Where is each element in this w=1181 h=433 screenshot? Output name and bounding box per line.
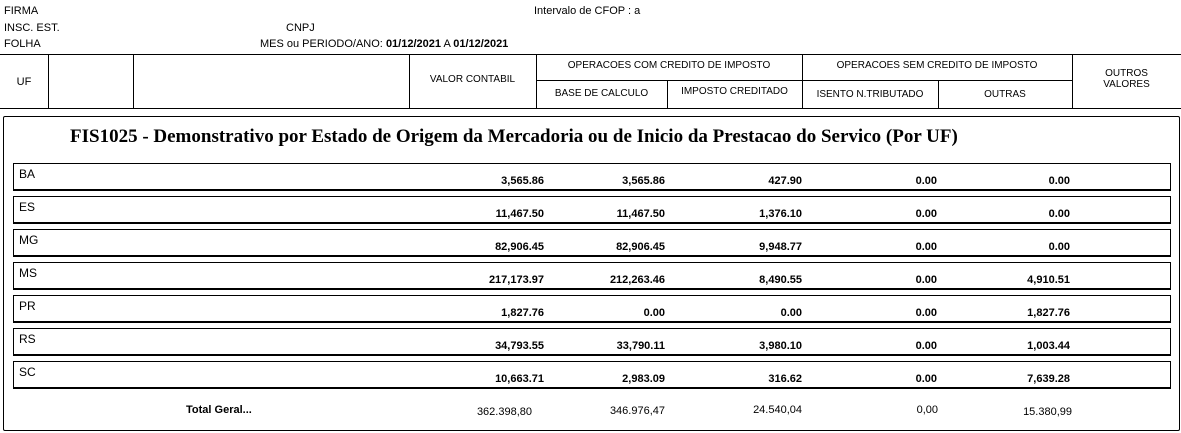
row-isento: 0.00 [915, 340, 937, 352]
col-outras: OUTRAS [984, 89, 1026, 100]
col-base-calculo: BASE DE CALCULO [554, 88, 649, 99]
total-imposto-creditado: 24.540,04 [753, 404, 802, 416]
col-outros-valores [1072, 68, 1181, 90]
row-base-calculo: 2,983.09 [622, 373, 665, 385]
table-row [13, 163, 1171, 191]
insc-est-label: INSC. EST. [4, 22, 60, 34]
row-isento: 0.00 [915, 373, 937, 385]
total-label: Total Geral... [186, 404, 252, 416]
row-valor-contabil: 82,906.45 [495, 241, 544, 253]
row-valor-contabil: 1,827.76 [501, 307, 544, 319]
row-imposto-creditado: 8,490.55 [759, 274, 802, 286]
row-base-calculo: 82,906.45 [616, 241, 665, 253]
row-outras: 1,003.44 [1027, 340, 1070, 352]
table-row [13, 328, 1171, 356]
col-outros-valores-line1: OUTROS [1105, 68, 1148, 79]
folha-label: FOLHA [4, 38, 41, 50]
periodo-line [260, 38, 508, 50]
row-uf: RS [19, 332, 36, 346]
periodo-from: 01/12/2021 [385, 38, 441, 50]
row-isento: 0.00 [915, 274, 937, 286]
row-base-calculo: 212,263.46 [609, 274, 665, 286]
table-row [13, 229, 1171, 257]
col-sem-credito: OPERACOES SEM CREDITO DE IMPOSTO [836, 60, 1038, 71]
col-com-credito: OPERACOES COM CREDITO DE IMPOSTO [567, 60, 771, 71]
row-outras: 0.00 [1048, 241, 1070, 253]
firma-label: FIRMA [4, 5, 39, 17]
periodo-to: 01/12/2021 [453, 38, 509, 50]
col-outros-valores-line2: VALORES [1103, 79, 1150, 90]
row-valor-contabil: 3,565.86 [501, 175, 544, 187]
row-base-calculo: 11,467.50 [616, 208, 665, 220]
row-imposto-creditado: 9,948.77 [759, 241, 802, 253]
row-isento: 0.00 [915, 208, 937, 220]
col-imposto-creditado: IMPOSTO CREDITADO [681, 86, 788, 97]
cfop-interval-label: Intervalo de CFOP : a [534, 5, 641, 17]
row-base-calculo: 33,790.11 [616, 340, 665, 352]
table-row [13, 262, 1171, 290]
row-uf: BA [19, 167, 36, 181]
row-isento: 0.00 [915, 241, 937, 253]
row-base-calculo: 3,565.86 [622, 175, 665, 187]
row-imposto-creditado: 3,980.10 [759, 340, 802, 352]
row-valor-contabil: 217,173.97 [488, 274, 544, 286]
row-valor-contabil: 34,793.55 [495, 340, 544, 352]
row-imposto-creditado: 0.00 [780, 307, 802, 319]
row-uf: MS [19, 266, 37, 280]
row-imposto-creditado: 427.90 [768, 175, 802, 187]
cnpj-label: CNPJ [286, 22, 315, 34]
periodo-label: MES ou PERIODO/ANO: [260, 38, 383, 50]
row-uf: SC [19, 365, 36, 379]
total-outras: 15.380,99 [1023, 406, 1072, 418]
total-base-calculo: 346.976,47 [609, 405, 665, 417]
col-valor-contabil: VALOR CONTABIL [429, 74, 516, 85]
row-outras: 1,827.76 [1027, 307, 1070, 319]
row-base-calculo: 0.00 [643, 307, 665, 319]
total-isento: 0,00 [916, 404, 938, 416]
row-outras: 4,910.51 [1027, 274, 1070, 286]
row-outras: 0.00 [1048, 208, 1070, 220]
table-row [13, 295, 1171, 323]
col-isento: ISENTO N.TRIBUTADO [816, 89, 924, 100]
row-imposto-creditado: 1,376.10 [759, 208, 802, 220]
row-uf: ES [19, 200, 36, 214]
row-uf: MG [19, 233, 39, 247]
row-outras: 7,639.28 [1027, 373, 1070, 385]
col-uf: UF [16, 76, 32, 88]
row-valor-contabil: 11,467.50 [495, 208, 544, 220]
report-title: FIS1025 - Demonstrativo por Estado de Origem da Mercadoria ou de Inicio da Prestacao do Servico (Por UF) [70, 126, 958, 147]
row-isento: 0.00 [915, 307, 937, 319]
table-row [13, 196, 1171, 224]
row-outras: 0.00 [1048, 175, 1070, 187]
row-uf: PR [19, 299, 36, 313]
table-row [13, 361, 1171, 389]
row-isento: 0.00 [915, 175, 937, 187]
total-valor-contabil: 362.398,80 [476, 406, 532, 418]
row-imposto-creditado: 316.62 [768, 373, 802, 385]
periodo-separator: A [443, 38, 451, 50]
row-valor-contabil: 10,663.71 [495, 373, 544, 385]
